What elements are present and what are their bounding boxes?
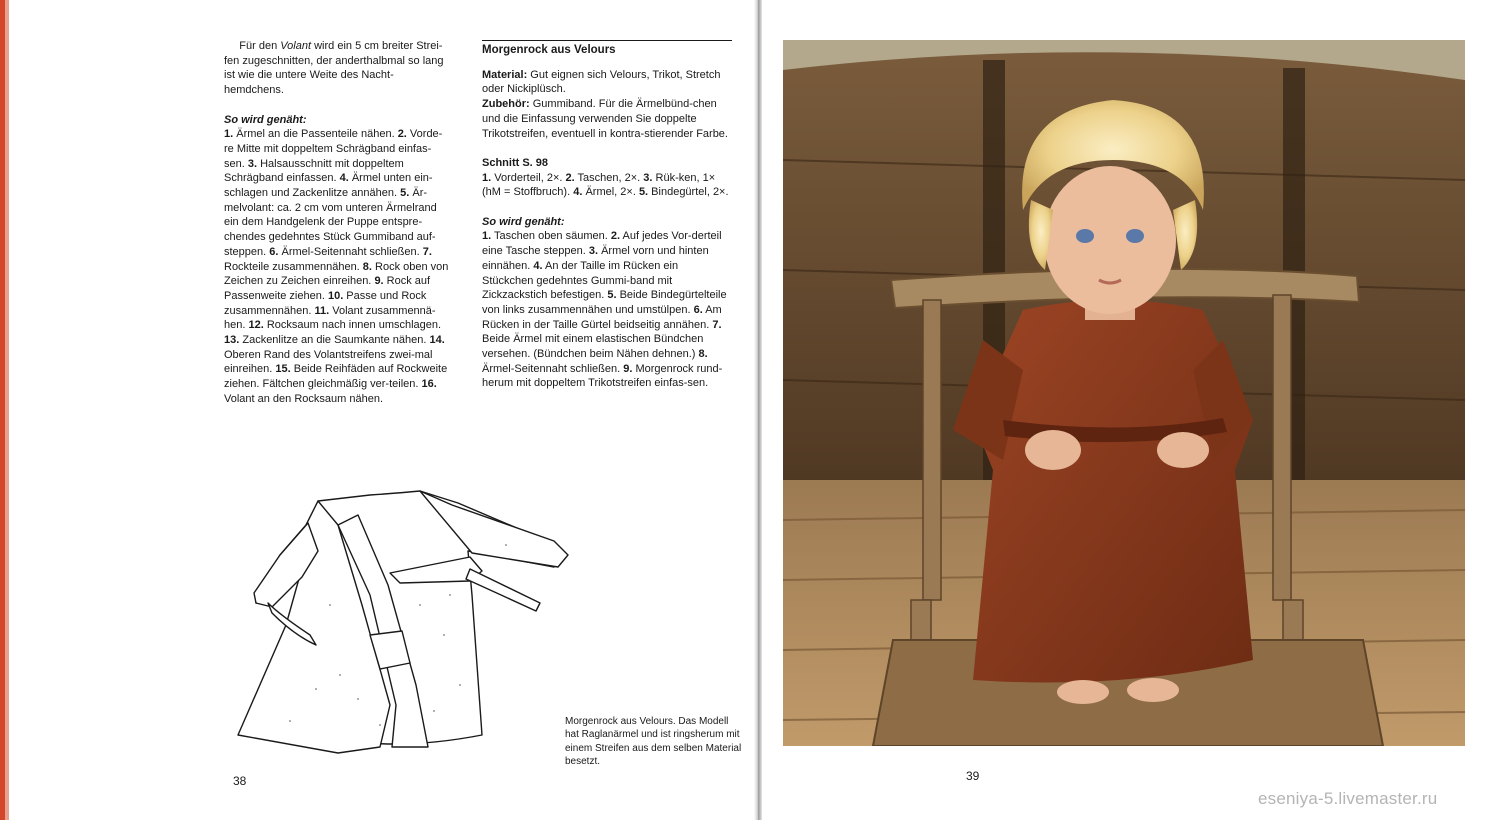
step-text: Zackenlitze an die Saumkante nähen.: [239, 334, 430, 347]
step-text: Ärmel, 2×.: [582, 186, 639, 199]
zubehoer-paragraph: Zubehör: Gummiband. Für die Ärmelbünd-chen und die Einfassung verwenden Sie doppelte Trikotstreifen, eventuell in kontra-stierender Farbe.: [482, 98, 728, 140]
book-gutter: [754, 0, 762, 820]
doll-photo: [783, 40, 1465, 746]
sewing-steps: [224, 127, 452, 406]
step-number: 9.: [374, 275, 384, 288]
step-text: An der Taille im Rücken ein Stückchen gedehntes Gummi-band mit Zickzackstich befestigen.: [482, 259, 679, 302]
step-text: Beide Reihfäden auf Rockweite ziehen. Fältchen gleichmäßig ver-teilen.: [224, 363, 448, 391]
step-number: 7.: [422, 245, 432, 258]
step-text: Rockteile zusammennähen.: [224, 260, 363, 273]
step-text: Ärmel-Seitennaht schließen.: [482, 362, 624, 375]
left-text-column: [224, 39, 452, 407]
step-number: 4.: [533, 259, 543, 272]
step-number: 8.: [698, 348, 708, 361]
volant-paragraph: Für den Volant wird ein 5 cm breiter Strei-fen zugeschnitten, der anderthalbmal so lang ist wie die untere Weite des Nacht-hemdchens.: [224, 40, 444, 97]
step-text: Rük-ken, 1× (hM = Stoffbruch).: [482, 171, 716, 199]
step-text: Vorderteil, 2×.: [491, 171, 566, 184]
step-text: Morgenrock rund-herum mit doppeltem Trikotstreifen einfas-sen.: [482, 362, 723, 390]
step-number: 3.: [643, 171, 653, 184]
step-number: 12.: [248, 319, 264, 332]
step-text: Rock auf Passenweite ziehen.: [224, 275, 431, 302]
pattern-parts: [482, 171, 732, 200]
step-text: Rocksaum nach innen umschlagen.: [263, 319, 442, 332]
step-number: 4.: [573, 186, 583, 199]
step-number: 7.: [712, 318, 722, 331]
step-number: 1.: [482, 230, 492, 243]
material-paragraph: Material: Gut eignen sich Velours, Trikot, Stretch oder Nickiplüsch.: [482, 68, 721, 96]
book-cover-edge: [0, 0, 9, 820]
step-text: Oberen Rand des Volantstreifens zwei-mal einreihen.: [224, 348, 433, 376]
middle-text-column: [482, 40, 732, 391]
step-number: 15.: [275, 363, 291, 376]
step-text: Beide Bindegürtelteile von links zusammennähen und umstülpen.: [482, 289, 727, 316]
step-text: Passe und Rock zusammennähen.: [224, 289, 427, 317]
watermark: eseniya-5.livemaster.ru: [1258, 789, 1438, 808]
page-number-left: 38: [233, 774, 247, 788]
sewing-steps-middle: [482, 229, 732, 391]
step-number: 2.: [397, 128, 407, 141]
step-text: Beide Ärmel mit einem elastischen Bündchen versehen. (Bündchen beim Nähen dehnen.): [482, 333, 704, 361]
step-text: Bindegürtel, 2×.: [648, 186, 729, 199]
step-text: Rock oben von Zeichen zu Zeichen einreihen.: [224, 260, 449, 288]
step-number: 13.: [224, 334, 240, 347]
steps-heading-middle: So wird genäht:: [482, 215, 565, 228]
step-number: 1.: [224, 128, 234, 141]
step-number: 4.: [339, 172, 349, 185]
step-text: Vorde-re Mitte mit doppeltem Schrägband einfas-sen.: [224, 128, 443, 170]
step-text: Taschen oben säumen.: [491, 230, 611, 243]
step-number: 10.: [327, 289, 344, 302]
step-number: 3.: [247, 157, 258, 170]
step-text: Är-melvolant: ca. 2 cm vom unteren Ärmelrand ein dem Handgelenk der Puppe entspre-chendes gedehntes Stück Gummiband auf-steppen.: [224, 187, 437, 258]
step-number: 6.: [269, 245, 279, 258]
step-number: 8.: [362, 260, 372, 273]
step-number: 2.: [610, 230, 621, 243]
page-number-right: 39: [966, 769, 980, 783]
step-text: Auf jedes Vor-derteil eine Tasche steppen.: [482, 230, 722, 258]
step-text: Ärmel-Seitennaht schließen.: [278, 245, 423, 258]
step-text: Halsausschnitt mit doppeltem Schrägband einfassen.: [224, 157, 404, 185]
step-number: 5.: [638, 186, 649, 199]
step-text: Am Rücken in der Taille Gürtel beidseitig annähen.: [482, 303, 722, 331]
step-text: Ärmel vorn und hinten einnähen.: [482, 245, 709, 272]
photo-caption: Morgenrock aus Velours. Das Modell hat Raglanärmel und ist ringsherum mit einem Streifen aus dem selben Material besetzt.: [565, 716, 742, 767]
schnitt-heading: Schnitt S. 98: [482, 156, 549, 169]
step-number: 2.: [565, 171, 575, 184]
step-number: 5.: [607, 289, 617, 302]
section-title: Morgenrock aus Velours: [482, 40, 732, 58]
step-number: 5.: [400, 187, 410, 200]
step-number: 16.: [421, 378, 437, 391]
step-number: 1.: [482, 171, 492, 184]
step-text: Taschen, 2×.: [574, 171, 644, 184]
step-number: 9.: [623, 362, 633, 375]
step-text: Volant an den Rocksaum nähen.: [224, 392, 384, 405]
step-text: Ärmel unten ein-schlagen und Zackenlitze annähen.: [224, 172, 433, 200]
steps-heading: So wird genäht:: [224, 113, 307, 126]
step-number: 14.: [429, 334, 445, 347]
step-number: 11.: [314, 304, 330, 317]
step-text: Ärmel an die Passenteile nähen.: [233, 128, 398, 141]
step-number: 6.: [693, 303, 703, 316]
step-number: 3.: [588, 245, 599, 258]
robe-line-drawing: [220, 485, 570, 765]
step-text: Volant zusammennä-hen.: [224, 304, 436, 332]
